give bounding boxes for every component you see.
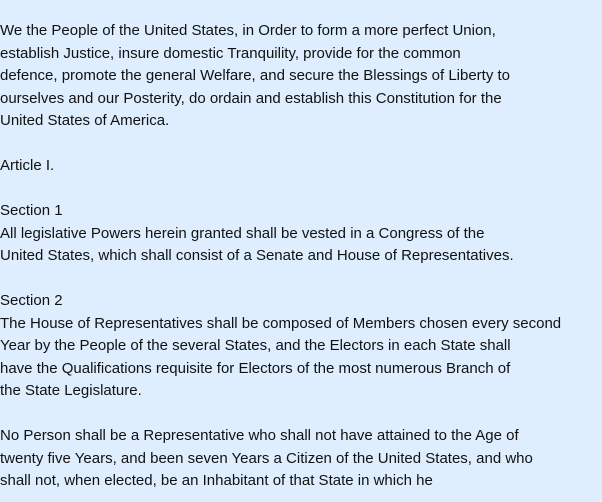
section-2 [0, 290, 602, 403]
section-2-paragraph-2-line: No Person shall be a Representative who shall not have attained to the Age of [0, 427, 519, 444]
article-heading-block [0, 155, 602, 178]
preamble-line: United States of America. [0, 112, 170, 129]
section-1-line: United States, which shall consist of a Senate and House of Representatives. [0, 247, 514, 264]
section-2-heading: Section 2 [0, 292, 63, 309]
section-2-line: Year by the People of the several States, and the Electors in each State shall [0, 337, 511, 354]
section-2-line: the State Legislature. [0, 382, 142, 399]
preamble-paragraph [0, 20, 602, 133]
section-1-heading: Section 1 [0, 202, 63, 219]
preamble-line: establish Justice, insure domestic Tranquility, provide for the common [0, 44, 461, 62]
preamble-line: We the People of the United States, in Order to form a more perfect Union, [0, 22, 496, 39]
section-2-paragraph-2-line: shall not, when elected, be an Inhabitant of that State in which he [0, 472, 433, 489]
section-2-paragraph-2 [0, 425, 602, 493]
section-1 [0, 200, 602, 268]
section-2-paragraph-2-line: twenty five Years, and been seven Years a Citizen of the United States, and who [0, 449, 533, 467]
preamble-line: defence, promote the general Welfare, and secure the Blessings of Liberty to [0, 67, 511, 84]
section-2-line: have the Qualifications requisite for Electors of the most numerous Branch of [0, 359, 511, 377]
section-2-line: The House of Representatives shall be composed of Members chosen every second [0, 314, 562, 332]
preamble-line: ourselves and our Posterity, do ordain and establish this Constitution for the [0, 89, 502, 107]
article-heading: Article I. [0, 157, 55, 174]
section-1-line: All legislative Powers herein granted shall be vested in a Congress of the [0, 224, 485, 242]
